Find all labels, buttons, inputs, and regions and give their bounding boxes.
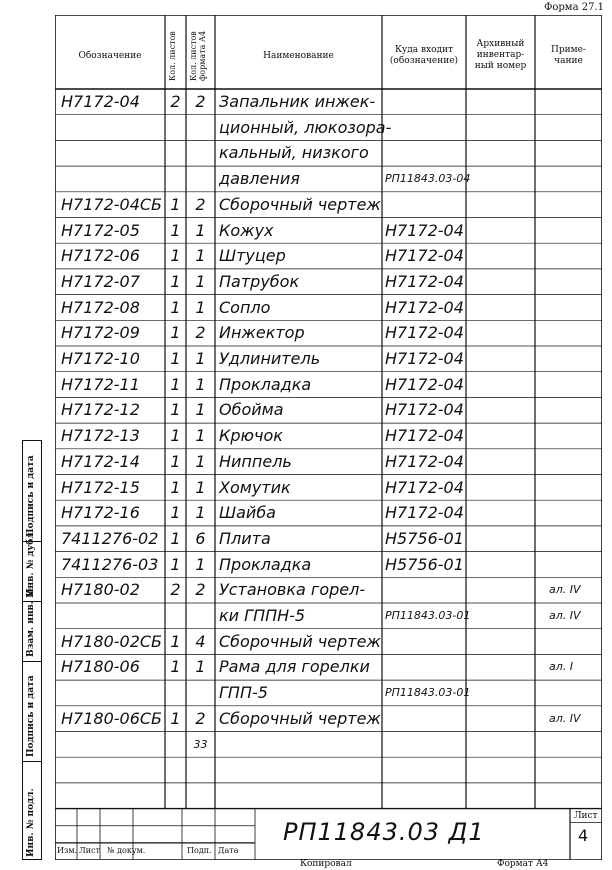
row-name: Патрубок xyxy=(219,271,300,291)
row-name: Плита xyxy=(219,528,271,548)
row-note: ал. I xyxy=(549,660,574,674)
stamp-sign: Подп. xyxy=(187,845,212,855)
row-where-used: Н7172-04 xyxy=(385,271,464,291)
row-name: ГПП-5 xyxy=(219,683,268,703)
row-a4-count: 1 xyxy=(195,451,206,471)
row-a4-count: 33 xyxy=(193,737,208,751)
row-name: Запальник инжек- xyxy=(219,92,376,111)
document-code: РП11843.03 Д1 xyxy=(283,817,485,846)
row-sheets: 1 xyxy=(170,194,181,214)
form-number-label: Форма 27.1 xyxy=(544,2,604,13)
row-sheets: 1 xyxy=(170,503,181,523)
row-sheets: 1 xyxy=(170,349,181,368)
row-name: кальный, низкого xyxy=(219,143,369,163)
row-designation: Н7172-06 xyxy=(61,246,140,266)
row-name: Рама для горелки xyxy=(219,657,370,677)
row-a4-count: 1 xyxy=(195,297,206,317)
row-a4-count: 1 xyxy=(195,271,206,291)
row-where-used: РП11843.03-01 xyxy=(385,686,471,700)
margin-label-instead-inv: Взам. инв. № xyxy=(26,588,36,657)
row-designation: Н7172-07 xyxy=(61,271,140,291)
row-sheets: 1 xyxy=(170,528,181,548)
row-sheets: 2 xyxy=(170,580,181,600)
row-a4-count: 1 xyxy=(195,554,206,574)
row-sheets: 1 xyxy=(170,400,181,420)
row-where-used: Н7172-04 xyxy=(385,323,464,343)
stamp-sheet-number: 4 xyxy=(578,825,589,845)
specification-sheet xyxy=(55,15,602,860)
row-sheets: 1 xyxy=(170,657,181,677)
row-where-used: Н7172-04 xyxy=(385,400,464,420)
row-designation: Н7172-08 xyxy=(61,297,140,317)
header-a4-count: Кол. листов формата А4 xyxy=(189,30,207,81)
row-designation: Н7180-06СБ xyxy=(61,708,163,728)
margin-cell-sign-date-2 xyxy=(23,661,41,762)
row-designation: Н7172-04 xyxy=(61,92,140,111)
row-sheets: 1 xyxy=(170,477,181,497)
row-sheets: 1 xyxy=(170,554,181,574)
row-where-used: Н7172-04 xyxy=(385,451,464,471)
row-designation: Н7172-16 xyxy=(61,503,140,523)
row-a4-count: 1 xyxy=(195,374,206,394)
stamp-doc-no: № докум. xyxy=(107,845,146,855)
row-name: Сборочный чертеж xyxy=(219,631,381,651)
row-where-used: Н7172-04 xyxy=(385,477,464,497)
row-name: Инжектор xyxy=(219,323,305,343)
row-note: ал. IV xyxy=(549,609,581,622)
row-designation: Н7172-05 xyxy=(61,220,140,240)
row-where-used: Н7172-04 xyxy=(385,246,464,266)
row-designation: Н7172-09 xyxy=(61,323,140,343)
stamp-date: Дата xyxy=(218,845,239,855)
row-where-used: Н5756-01 xyxy=(385,528,464,548)
margin-cell-sign-date-1 xyxy=(23,441,41,542)
row-name: Установка горел- xyxy=(219,580,366,600)
margin-label-orig-inv: Инв. № подл. xyxy=(26,788,36,857)
row-note: ал. IV xyxy=(549,583,581,597)
row-a4-count: 6 xyxy=(195,528,206,548)
row-where-used: Н7172-04 xyxy=(385,503,464,523)
row-sheets: 1 xyxy=(170,297,181,317)
row-a4-count: 1 xyxy=(195,246,206,266)
row-a4-count: 1 xyxy=(195,400,206,420)
row-name: Удлинитель xyxy=(219,349,321,368)
row-designation: Н7180-02СБ xyxy=(61,631,163,651)
row-name: Сборочный чертеж xyxy=(219,194,381,214)
row-name: Обойма xyxy=(219,400,284,420)
row-a4-count: 1 xyxy=(195,349,206,368)
row-where-used: Н5756-01 xyxy=(385,554,464,574)
copied-label: Копировал xyxy=(300,859,352,869)
header-archive: Архивный инвентар- ный номер xyxy=(474,39,527,71)
row-sheets: 1 xyxy=(170,631,181,651)
row-name: Крючок xyxy=(219,426,283,446)
row-where-used: Н7172-04 xyxy=(385,220,464,240)
row-name: давления xyxy=(219,169,300,189)
row-a4-count: 2 xyxy=(195,708,206,728)
margin-cell-orig-inv xyxy=(23,761,41,861)
row-a4-count: 2 xyxy=(195,92,206,111)
row-a4-count: 2 xyxy=(195,194,206,214)
header-notes: Приме- чание xyxy=(551,45,586,66)
row-name: Кожух xyxy=(219,220,274,240)
header-sheets-count: Кол. листов xyxy=(168,31,177,81)
row-where-used: РП11843.03-04 xyxy=(385,172,471,186)
margin-label-sign-date-1: Подпись и дата xyxy=(26,455,36,537)
header-designation: Обозначение xyxy=(78,51,142,61)
row-designation: Н7172-14 xyxy=(61,451,140,471)
row-sheets: 1 xyxy=(170,246,181,266)
row-a4-count: 1 xyxy=(195,503,206,523)
row-sheets: 2 xyxy=(170,92,181,111)
row-a4-count: 1 xyxy=(195,220,206,240)
row-designation: 7411276-03 xyxy=(61,554,159,574)
row-name: Штуцер xyxy=(219,246,286,266)
margin-label-sign-date-2: Подпись и дата xyxy=(26,675,36,757)
row-designation: Н7172-11 xyxy=(61,374,140,394)
row-name: Прокладка xyxy=(219,554,312,574)
row-designation: 7411276-02 xyxy=(61,528,159,548)
row-where-used: Н7172-04 xyxy=(385,374,464,394)
stamp-list: Лист xyxy=(79,845,100,855)
stamp-sheet-label: Лист xyxy=(574,810,598,821)
row-a4-count: 4 xyxy=(195,631,206,651)
row-sheets: 1 xyxy=(170,374,181,394)
margin-cell-instead-inv xyxy=(23,588,41,662)
row-sheets: 1 xyxy=(170,708,181,728)
row-a4-count: 2 xyxy=(195,323,206,343)
row-where-used: РП11843.03-01 xyxy=(385,609,471,622)
row-a4-count: 2 xyxy=(195,580,206,600)
row-sheets: 1 xyxy=(170,451,181,471)
row-where-used: Н7172-04 xyxy=(385,349,464,368)
row-name: Ниппель xyxy=(219,451,292,471)
left-margin-stamp xyxy=(22,440,42,860)
row-sheets: 1 xyxy=(170,271,181,291)
row-name: ки ГППН-5 xyxy=(219,606,306,625)
row-name: ционный, люкозора- xyxy=(219,117,392,137)
row-a4-count: 1 xyxy=(195,657,206,677)
row-where-used: Н7172-04 xyxy=(385,426,464,446)
row-designation: Н7180-06 xyxy=(61,657,140,677)
format-label: Формат А4 xyxy=(497,859,549,869)
row-a4-count: 1 xyxy=(195,477,206,497)
row-a4-count: 1 xyxy=(195,426,206,446)
row-name: Шайба xyxy=(219,503,276,523)
row-name: Прокладка xyxy=(219,374,312,394)
row-sheets: 1 xyxy=(170,323,181,343)
row-note: ал. IV xyxy=(549,711,581,725)
margin-label-dup-inv: Инв. № дубл. xyxy=(26,529,36,597)
row-name: Сборочный чертеж xyxy=(219,708,381,728)
row-sheets: 1 xyxy=(170,220,181,240)
row-designation: Н7180-02 xyxy=(61,580,140,600)
stamp-izm: Изм. xyxy=(57,845,78,855)
row-name: Сопло xyxy=(219,297,271,317)
row-designation: Н7172-04СБ xyxy=(61,194,163,214)
row-designation: Н7172-15 xyxy=(61,477,140,497)
header-where-used: Куда входит (обозначение) xyxy=(389,45,459,66)
row-designation: Н7172-12 xyxy=(61,400,140,420)
row-designation: Н7172-10 xyxy=(61,349,140,368)
row-where-used: Н7172-04 xyxy=(385,297,464,317)
row-name: Хомутик xyxy=(219,477,291,497)
row-sheets: 1 xyxy=(170,426,181,446)
row-designation: Н7172-13 xyxy=(61,426,140,446)
header-name: Наименование xyxy=(263,51,334,61)
